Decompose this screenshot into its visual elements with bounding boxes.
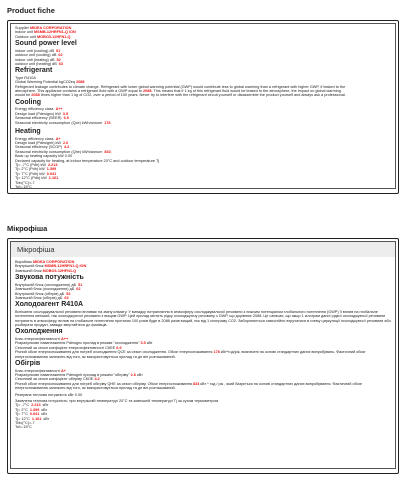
refrigerant-heading-ua: Холодоагент R410A (15, 301, 84, 309)
heating-consumption-text-ua: Річний обсяг енергоспоживання для потреб обігріву QHE за сезон обігріву. Обсяг енергоспоживання 833 кВт * год / рік , який базується на основі стандартних даних випробування. Фактичний обсяг енергоспоживання залежить від того, як використовується прилад та де він розташований. (15, 381, 363, 391)
heating-row: Seasonal efficiency (SCOP) 4.2 (15, 145, 70, 150)
outdoor-unit-row: Outdoor unit MOBO3-12HFN1-Q (15, 34, 71, 39)
tj-row-ua: Tj= 2°C 1.399 кВт (15, 407, 48, 412)
backup-capacity-ua: Резервна теплова потужність кВт 0.00 (15, 392, 83, 397)
indoor-unit-row-ua: Внутрішній блок MSMB-12HRFN1-Q ION (15, 264, 87, 269)
heating-scop-row-ua: Сезонний за сезон коефіцієнт обігріву СКОЕ 4.2 (15, 377, 100, 382)
tj-row: Tj= 2°C (Pdh) kW 1.399 (15, 167, 57, 172)
tail-row-ua: Tbiv(°C)=-7 (15, 420, 35, 425)
tj-row-ua: Tj= 7°C 0.941 кВт (15, 412, 48, 417)
cooling-class-row-ua: Клас енергоефективності A++ (15, 336, 69, 341)
sound-power-row-ua: Внутрішній блок (охолодження) дБ 51 (15, 282, 83, 287)
tj-row-ua: Tj= -7°C 2.213 кВт (15, 403, 49, 408)
tj-row-ua: Tj= 12°C 1.161 кВт (15, 416, 50, 421)
tail-row-ua: Tol=-15°C (15, 425, 32, 430)
tbiv-tol-list (15, 181, 391, 190)
section-title-product-fiche: Product fiche (7, 6, 55, 15)
tail-row: Tol=-15°C (15, 184, 32, 189)
heating-heading: Heating (15, 128, 41, 135)
cooling-row: Seasonal efficiency (SEER) 6.9 (15, 116, 69, 121)
heating-list (15, 137, 391, 155)
sound-power-heading: Sound power level (15, 40, 77, 48)
sound-power-list (15, 49, 391, 67)
sound-power-list-ua (15, 283, 391, 301)
product-fiche-frame (10, 23, 396, 189)
sound-power-row: outdoor unit (heating) dB 63 (15, 61, 64, 66)
cooling-row: Energy efficiency class A++ (15, 107, 63, 112)
heating-row: Seasonal electricity consumption (Qhe) kWh/annum 833 (15, 149, 111, 154)
tj-capacity-list (15, 163, 391, 181)
sound-power-row: indoor unit (heating) dB 52 (15, 57, 61, 62)
product-fiche-card (7, 20, 399, 194)
cooling-heading-ua: Охолодження (15, 328, 63, 336)
tj-row: Tj= -7°C (Pdh) kW 2.213 (15, 162, 58, 167)
heating-note: Back up heating capacity kW 0.00 (15, 154, 73, 159)
refrigerant-text-ua: Витікання охолоджувальної речовини впливає на зміну клімату. У випадку потрапляння в атмосферу охолоджувальної речовини з нижчим потенціалом глобального потепління (GWP) її вплив на глобальне потепління менший, ніж охолоджуючої речовини з вищим GWP. Цей прилад містить рідку охолоджуючу речовину з GWP, що дорівнює 2088. Це означає, що якщо 1 кілограм даної рідкої охолоджуючої речовини потрапить в атмосферу, вплив на глобальне потепління протягом 100 років буде в 2088 разів вищий, ніж від 1 кілограму CO2. Забороняється самостійно втручатися в схему циркуляції охолоджуючої речовини або розбирати продукт, завжди звертайтеся до фахівців. (15, 309, 391, 328)
tj-row: Tj= 7°C (Pdh) kW 0.941 (15, 171, 57, 176)
cooling-load-row-ua: Розрахункове навантаження Рdesignc прилад в режимі "охолодження" 3.5 кВт (15, 341, 153, 346)
section-title-mikrofisha: Мікрофіша (7, 224, 48, 233)
cooling-row: Design load (Pdesignc) kW 3.5 (15, 111, 69, 116)
sound-power-heading-ua: Звукова потужність (15, 274, 84, 282)
mikrofisha-frame (10, 241, 396, 469)
indoor-unit-row: Indoor unit MSMB-12HRFN1-Q ION (15, 30, 76, 35)
declared-capacity-ua: Заявлена теплова потужність: при внутрішній температурі 20°С та зовнішній температурі Tj за сухим термометром (15, 398, 219, 403)
sound-power-row-ua: Внутрішній блок (обігрів) дБ 52 (15, 291, 71, 296)
tj-row: Tj= 12°C (Pdh) kW 1.161 (15, 176, 59, 181)
heating-load-row-ua: Розрахункове навантаження Рdesignh прилад в режимі "обігріву" 2.6 кВт (15, 372, 143, 377)
cooling-row: Seasonal electricity consumption (Qce) kWh/annum 178 (15, 120, 111, 125)
sound-power-row-ua: Зовнішній блок (охолодження) дБ 62 (15, 287, 81, 292)
heating-note: Declared capacity for heating, at indoor temperature 20°C and outdoor temperature Tj (15, 158, 160, 163)
sound-power-row: outdoor unit (cooling) dB 62 (15, 53, 63, 58)
refrigerant-type: Type R410A (15, 75, 36, 80)
heating-row: Energy efficiency class A+ (15, 136, 61, 141)
mikrofisha-header: Мікрофіша (11, 242, 395, 257)
refrigerant-heading: Refrigerant (15, 67, 53, 75)
refrigerant-gwp-row: Global Warming Potential kgCO2eq 2088 (15, 80, 85, 85)
supplier-row: Supplier MIDEA CORPORATION (15, 26, 72, 30)
cooling-consumption-text-ua: Річний обсяг енергоспоживання для потреб охолодження QCE за сезон охолодження. Обсяг енергоспоживання 178 кВт*год/рік, визначені на основі стандартних даних випробувань. Фактичний обсяг енергоспоживання залежить від того, як використовується прилад та де він розташований. (15, 350, 366, 359)
cooling-heading: Cooling (15, 98, 42, 106)
refrigerant-text: Refrigerant leakage contributes to climate change. Refrigerant with lower global warming potential (GWP) would contribute less to global warming than a refrigerant with higher GWP, if leaked to the atmosphere. This appliance contains a refrigerant fluid with a GWP equal to 2088. This means that if 1 kg of this refrigerant fluid would be leaked to the atmosphere, the impact on global warming would be 2088 times higher than 1 kg of CO2, over a period of 100 years. Never try to interfere with the refrigerant circuit yourself or disassemble the product yourself and always ask a professional. (15, 84, 346, 98)
heating-notes (15, 154, 391, 163)
sound-power-row: indoor unit (cooling) dB 51 (15, 48, 61, 53)
tail-row: Tbiv(°C)=-7 (15, 180, 35, 185)
heating-heading-ua: Обігрів (15, 360, 41, 367)
manufacturer-row: Виробник MIDEA CORPORATION (15, 260, 75, 264)
tbiv-tol-list-ua (15, 421, 391, 430)
sound-power-row-ua: Зовнішній блок (обігрів) дБ 63 (15, 295, 69, 300)
cooling-seer-row-ua: Сезонний за сезон коефіцієнт енергоефективності СКЕЕ 6.9 (15, 345, 122, 350)
heating-row: Design load (Pdesignh) kW 2.6 (15, 140, 69, 145)
mikrofisha-card (7, 238, 399, 474)
cooling-list (15, 107, 391, 125)
heating-class-row-ua: Клас енергоефективності A+ (15, 368, 66, 373)
outdoor-unit-row-ua: Зовнішній блок MOBO3-12HFN1-Q (15, 268, 77, 273)
tj-capacity-list-ua (15, 403, 391, 421)
